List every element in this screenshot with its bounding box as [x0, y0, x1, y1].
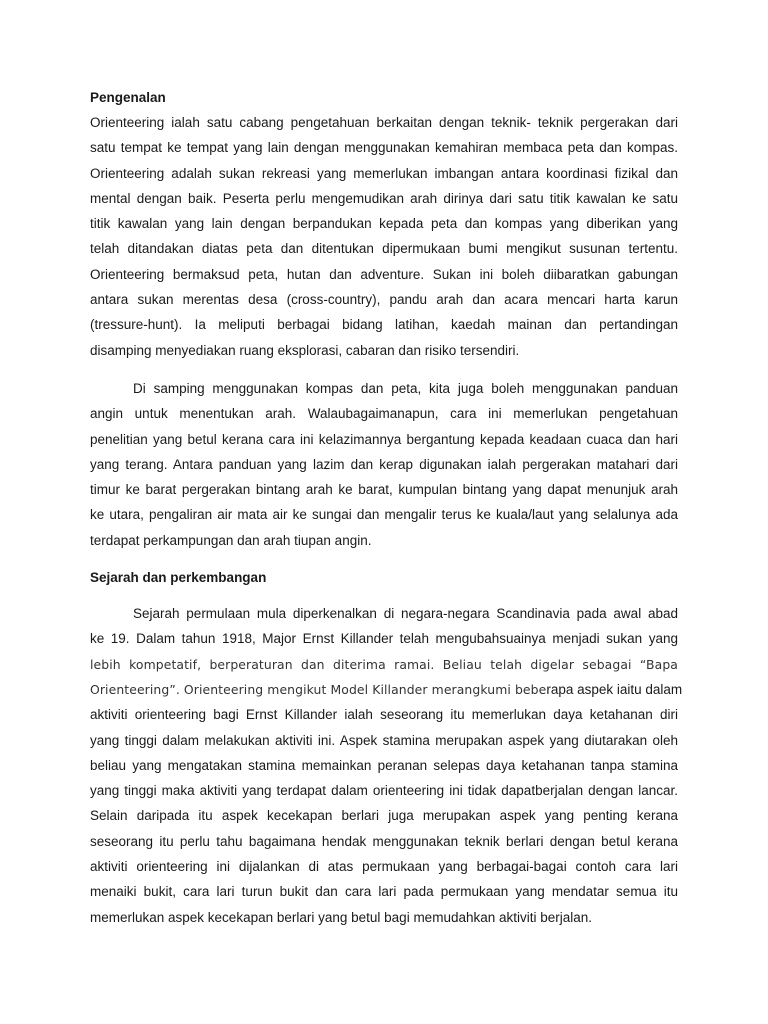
text-line: telah ditandakan diatas peta dan ditentukan dipermukaan bumi mengikut susunan tertentu.	[90, 241, 678, 257]
text-line: yang tinggi dalam melakukan aktiviti ini. Aspek stamina merupakan aspek yang diutarakan oleh	[90, 732, 678, 748]
text-line: seseorang itu perlu tahu bagaimana hendak menggunakan teknik berlari dengan betul kerana	[90, 833, 678, 849]
section-heading-pengenalan: Pengenalan	[90, 90, 166, 105]
text-line: beliau yang mengatakan stamina memainkan peranan selepas daya ketahanan tanpa stamina	[90, 757, 678, 773]
text-line: Di samping menggunakan kompas dan peta, kita juga boleh menggunakan panduan	[133, 380, 678, 396]
paragraph-intro	[90, 110, 678, 363]
text-line: Orienteering ialah satu cabang pengetahuan berkaitan dengan teknik- teknik pergerakan dari	[90, 115, 678, 130]
text-line	[90, 677, 683, 702]
text-line: Sejarah permulaan mula diperkenalkan di negara-negara Scandinavia pada awal abad	[133, 606, 678, 622]
text-line: yang tinggi maka aktiviti yang terdapat dalam orienteering ini tidak dapatberjalan dengan lancar.	[90, 783, 678, 799]
text-line: satu tempat ke tempat yang lain dengan menggunakan kemahiran membaca peta dan kompas.	[90, 140, 678, 156]
text-fragment: rapa aspek iaitu dalam	[546, 681, 683, 697]
text-fragment: Orienteering”. Orienteering mengikut Model Killander merangkumi bebe	[90, 681, 547, 697]
text-line: aktiviti orienteering ini dijalankan di atas permukaan yang berbagai-bagai contoh cara lari	[90, 859, 678, 875]
section-heading-sejarah: Sejarah dan perkembangan	[90, 570, 267, 586]
text-line: (tressure-hunt). Ia meliputi berbagai bidang latihan, kaedah mainan dan pertandingan	[90, 317, 678, 333]
text-line: Orienteering adalah sukan rekreasi yang memerlukan imbangan antara koordinasi fizikal dan	[90, 165, 678, 181]
paragraph-panduan-angin	[90, 376, 678, 553]
text-line: memerlukan aspek kecekapan berlari yang betul bagi memudahkan aktiviti berjalan.	[90, 909, 593, 925]
text-line: mental dengan baik. Peserta perlu mengemudikan arah dirinya dari satu titik kawalan ke satu	[90, 190, 678, 206]
text-line: yang terang. Antara panduan yang lazim dan kerap digunakan ialah pergerakan matahari dari	[90, 456, 678, 472]
text-line: terdapat perkampungan dan arah tiupan angin.	[90, 532, 372, 548]
paragraph-sejarah	[90, 601, 683, 930]
text-line: timur ke barat pergerakan bintang arah ke barat, kumpulan bintang yang dapat menunjuk arah	[90, 482, 678, 498]
text-line: Orienteering bermaksud peta, hutan dan adventure. Sukan ini boleh diibaratkan gabungan	[90, 266, 678, 282]
text-line: angin untuk menentukan arah. Walaubagaimanapun, cara ini memerlukan pengetahuan	[90, 406, 678, 422]
text-line: aktiviti orienteering bagi Ernst Killander ialah seseorang itu memerlukan daya ketahanan diri	[90, 707, 678, 723]
text-line: lebih kompetatif, berperaturan dan diterima ramai. Beliau telah digelar sebagai “Bapa	[90, 656, 678, 672]
text-line: titik kawalan yang lain dengan berpandukan kepada peta dan kompas yang diberikan yang	[90, 216, 678, 232]
text-line: Selain daripada itu aspek kecekapan berlari juga merupakan aspek yang penting kerana	[90, 808, 678, 824]
text-line: ke 19. Dalam tahun 1918, Major Ernst Killander telah mengubahsuainya menjadi sukan yang	[90, 631, 678, 647]
text-line: ke utara, pengaliran air mata air ke sungai dan mengalir terus ke kuala/laut yang selalunya ada	[90, 507, 678, 523]
text-line: penelitian yang betul kerana cara ini kelazimannya bergantung kepada keadaan cuaca dan hari	[90, 431, 678, 447]
text-line: menaiki bukit, cara lari turun bukit dan cara lari pada permukaan yang mendatar semua itu	[90, 884, 678, 900]
text-line: disamping menyediakan ruang eksplorasi, cabaran dan risiko tersendiri.	[90, 342, 520, 358]
text-line: antara sukan merentas desa (cross-country), pandu arah dan acara mencari harta karun	[90, 292, 678, 308]
